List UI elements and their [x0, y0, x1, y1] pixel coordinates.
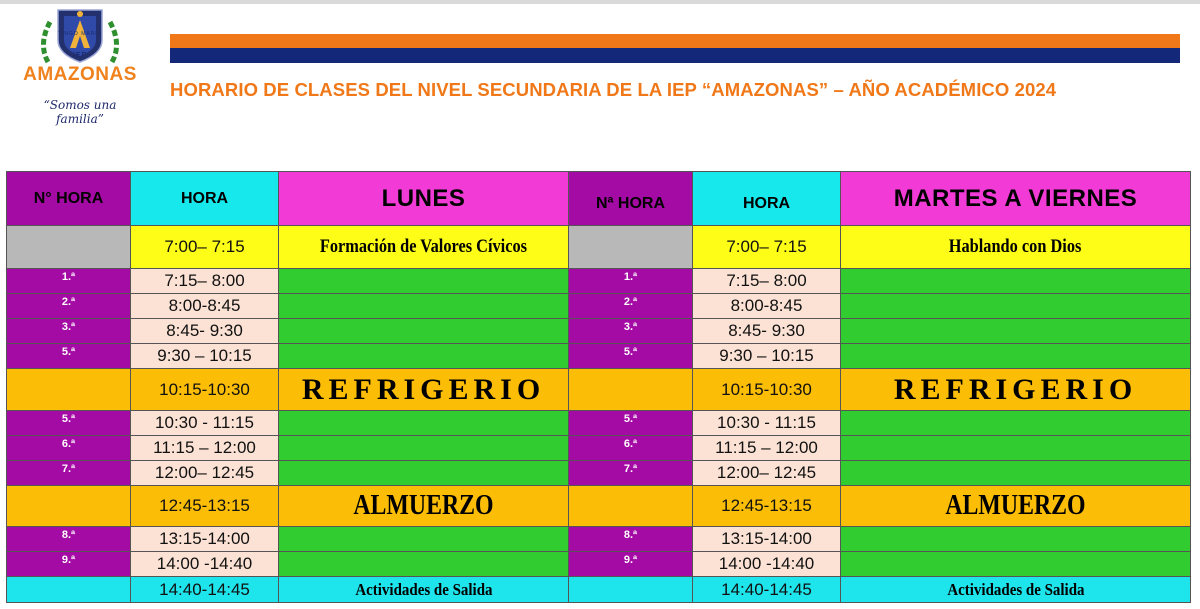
time-cell-right: 7:15– 8:00 — [693, 269, 841, 294]
schedule-row — [7, 411, 1191, 436]
activity-cell-left — [279, 319, 569, 344]
period-number-left — [7, 344, 131, 369]
activity-cell-left — [279, 436, 569, 461]
schedule-row — [7, 226, 1191, 269]
activity-cell-right — [841, 527, 1191, 552]
schedule-row — [7, 552, 1191, 577]
time-cell-left: 10:15-10:30 — [131, 369, 279, 411]
time-cell-left: 10:30 - 11:15 — [131, 411, 279, 436]
header-day-lunes: LUNES — [279, 172, 569, 226]
schedule-row — [7, 319, 1191, 344]
period-number-text: 5.ª — [61, 346, 76, 358]
activity-cell-right — [841, 461, 1191, 486]
activity-text: Hablando con Dios — [949, 236, 1082, 257]
period-number-right — [569, 552, 693, 577]
activity-cell-left — [279, 294, 569, 319]
logo-name: AMAZONAS — [23, 64, 137, 85]
time-cell-left: 14:00 -14:40 — [131, 552, 279, 577]
activity-cell-right — [841, 344, 1191, 369]
time-cell-right: 10:15-10:30 — [693, 369, 841, 411]
period-number-right — [569, 486, 693, 527]
activity-cell-left — [279, 269, 569, 294]
period-number-text: 5.ª — [61, 413, 76, 425]
schedule-row — [7, 269, 1191, 294]
activity-cell-right — [841, 436, 1191, 461]
schedule-row — [7, 436, 1191, 461]
period-number-text: 7.ª — [61, 463, 76, 475]
period-number-left — [7, 486, 131, 527]
time-cell-left: 11:15 – 12:00 — [131, 436, 279, 461]
activity-text: Actividades de Salida — [354, 579, 493, 599]
period-number-left — [7, 527, 131, 552]
schedule-row — [7, 369, 1191, 411]
activity-cell-left — [279, 486, 569, 527]
period-number-text: 8.ª — [61, 529, 76, 541]
schedule-table — [6, 171, 1191, 603]
time-cell-left: 12:00– 12:45 — [131, 461, 279, 486]
period-number-right — [569, 461, 693, 486]
activity-cell-left — [279, 369, 569, 411]
period-number-text: 1.ª — [623, 271, 638, 283]
time-cell-right: 13:15-14:00 — [693, 527, 841, 552]
time-cell-left: 14:40-14:45 — [131, 577, 279, 603]
period-number-right — [569, 527, 693, 552]
schedule-row — [7, 577, 1191, 603]
activity-text: REFRIGERIO — [893, 372, 1138, 406]
period-number-right — [569, 269, 693, 294]
activity-cell-right — [841, 552, 1191, 577]
period-number-text: 9.ª — [623, 554, 638, 566]
period-number-text: 9.ª — [61, 554, 76, 566]
activity-cell-right — [841, 269, 1191, 294]
time-cell-left: 8:45- 9:30 — [131, 319, 279, 344]
time-cell-left: 8:00-8:45 — [131, 294, 279, 319]
header-navy-bar — [170, 48, 1180, 63]
time-cell-right: 7:00– 7:15 — [693, 226, 841, 269]
activity-cell-right — [841, 226, 1191, 269]
activity-cell-right — [841, 319, 1191, 344]
activity-cell-left — [279, 577, 569, 603]
time-cell-right: 14:00 -14:40 — [693, 552, 841, 577]
period-number-left — [7, 269, 131, 294]
activity-cell-left — [279, 527, 569, 552]
header-n-hora-left: N° HORA — [7, 172, 131, 226]
header-row — [7, 172, 1191, 226]
activity-text: ALMUERZO — [945, 490, 1086, 521]
activity-cell-left — [279, 411, 569, 436]
time-cell-left: 13:15-14:00 — [131, 527, 279, 552]
time-cell-right: 11:15 – 12:00 — [693, 436, 841, 461]
period-number-right — [569, 226, 693, 269]
period-number-left — [7, 226, 131, 269]
period-number-right — [569, 294, 693, 319]
time-cell-right: 12:00– 12:45 — [693, 461, 841, 486]
activity-cell-right — [841, 486, 1191, 527]
period-number-left — [7, 436, 131, 461]
period-number-text: 1.ª — [61, 271, 76, 283]
time-cell-left: 7:00– 7:15 — [131, 226, 279, 269]
period-number-text: 2.ª — [61, 296, 76, 308]
period-number-left — [7, 369, 131, 411]
activity-cell-left — [279, 552, 569, 577]
time-cell-right: 12:45-13:15 — [693, 486, 841, 527]
time-cell-right: 14:40-14:45 — [693, 577, 841, 603]
period-number-left — [7, 461, 131, 486]
schedule-row — [7, 461, 1191, 486]
header-orange-bar — [170, 34, 1180, 48]
period-number-left — [7, 319, 131, 344]
page-title: HORARIO DE CLASES DEL NIVEL SECUNDARIA DE LA IEP “AMAZONAS” – AÑO ACADÉMICO 2024 — [170, 79, 1057, 100]
period-number-right — [569, 436, 693, 461]
period-number-right — [569, 319, 693, 344]
time-cell-right: 8:00-8:45 — [693, 294, 841, 319]
schedule-row — [7, 294, 1191, 319]
top-border-line — [0, 0, 1200, 4]
period-number-text: 3.ª — [623, 321, 638, 333]
schedule-row — [7, 344, 1191, 369]
schedule-row — [7, 527, 1191, 552]
activity-cell-left — [279, 344, 569, 369]
time-cell-left: 7:15– 8:00 — [131, 269, 279, 294]
header-day-martes-viernes: MARTES A VIERNES — [841, 172, 1191, 226]
period-number-text: 5.ª — [623, 413, 638, 425]
period-number-left — [7, 411, 131, 436]
period-number-text: 6.ª — [623, 438, 638, 450]
period-number-right — [569, 369, 693, 411]
period-number-text: 8.ª — [623, 529, 638, 541]
time-cell-right: 10:30 - 11:15 — [693, 411, 841, 436]
period-number-left — [7, 577, 131, 603]
activity-text: Formación de Valores Cívicos — [319, 236, 528, 257]
activity-cell-left — [279, 226, 569, 269]
activity-text: ALMUERZO — [353, 490, 494, 521]
activity-cell-right — [841, 577, 1191, 603]
time-cell-right: 9:30 – 10:15 — [693, 344, 841, 369]
logo-iep: IEP — [72, 52, 88, 59]
time-cell-right: 8:45- 9:30 — [693, 319, 841, 344]
logo-location: TINGO MARÍA — [57, 31, 103, 37]
period-number-text: 2.ª — [623, 296, 638, 308]
time-cell-left: 12:45-13:15 — [131, 486, 279, 527]
period-number-text: 3.ª — [61, 321, 76, 333]
period-number-left — [7, 552, 131, 577]
school-logo — [20, 4, 140, 126]
time-cell-left: 9:30 – 10:15 — [131, 344, 279, 369]
header-hora-right: HORA — [693, 172, 841, 226]
period-number-right — [569, 411, 693, 436]
period-number-left — [7, 294, 131, 319]
period-number-text: 5.ª — [623, 346, 638, 358]
activity-cell-right — [841, 294, 1191, 319]
period-number-right — [569, 344, 693, 369]
period-number-text: 6.ª — [61, 438, 76, 450]
header-n-hora-right: Nª HORA — [569, 172, 693, 226]
period-number-right — [569, 577, 693, 603]
period-number-text: 7.ª — [623, 463, 638, 475]
header-hora-left: HORA — [131, 172, 279, 226]
activity-text: REFRIGERIO — [301, 372, 546, 406]
activity-cell-right — [841, 411, 1191, 436]
logo-slogan: “Somos una familia” — [43, 98, 117, 126]
activity-text: Actividades de Salida — [946, 579, 1085, 599]
activity-cell-right — [841, 369, 1191, 411]
schedule-row — [7, 486, 1191, 527]
activity-cell-left — [279, 461, 569, 486]
